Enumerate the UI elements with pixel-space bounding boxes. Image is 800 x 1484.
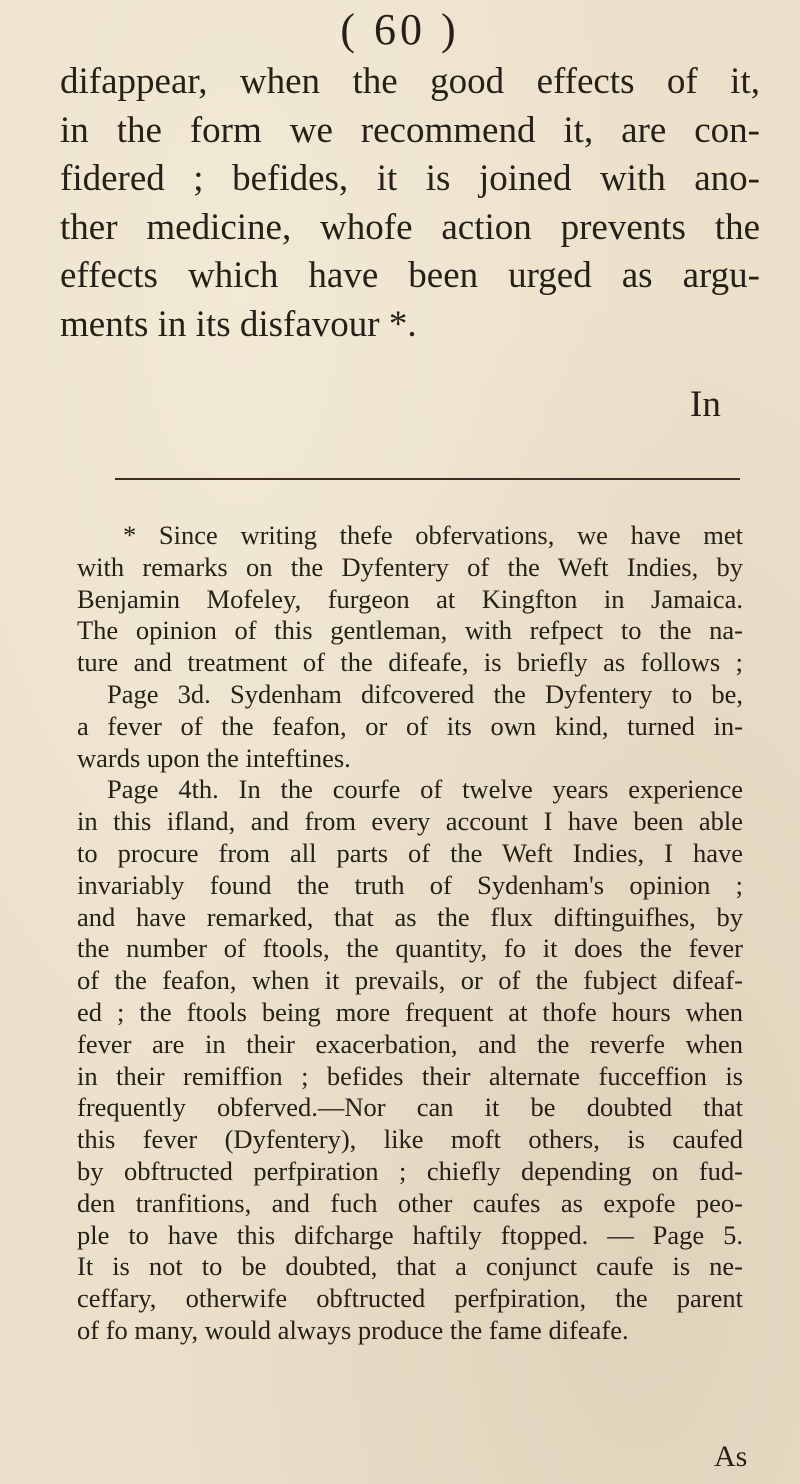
footnote-line: ture and treatment of the difeafe, is briefly as follows ;: [77, 647, 743, 678]
footnote-line: invariably found the truth of Sydenham's opinion ;: [77, 869, 743, 900]
footnote-line: ceffary, otherwife obftructed perfpiration, the parent: [77, 1283, 743, 1314]
footnote: [77, 520, 743, 1347]
catchword: In: [690, 384, 721, 425]
footnote-line: in their remiffion ; befides their alternate fucceffion is: [77, 1060, 743, 1091]
footnote-line: wards upon the inteftines.: [77, 742, 351, 773]
body-line: ments in its disfavour *.: [60, 303, 417, 345]
footnote-line: den tranfitions, and fuch other caufes as expofe peo-: [77, 1187, 743, 1218]
footnote-line: ple to have this difcharge haftily ftopped. — Page 5.: [77, 1219, 743, 1250]
footnote-line: and have remarked, that as the flux diftinguifhes, by: [77, 901, 743, 932]
footnote-line: The opinion of this gentleman, with refpect to the na-: [77, 615, 743, 646]
body-line: difappear, when the good effects of it,: [60, 61, 760, 102]
footnote-line: ed ; the ftools being more frequent at thofe hours when: [77, 996, 743, 1027]
footnote-line: frequently obferved.—Nor can it be doubted that: [77, 1092, 743, 1123]
footnote-line: Page 3d. Sydenham difcovered the Dyfentery to be,: [107, 678, 743, 709]
footnote-line: Page 4th. In the courfe of twelve years experience: [107, 774, 743, 805]
footnote-line: * Since writing thefe obfervations, we have met: [123, 520, 743, 550]
footnote-line: Benjamin Mofeley, furgeon at Kingfton in Jamaica.: [77, 583, 743, 614]
footnote-divider: [115, 478, 740, 480]
footnote-line: of the feafon, when it prevails, or of the fubject difeaf-: [77, 965, 743, 996]
footnote-catchword: As: [714, 1440, 748, 1473]
body-line: effects which have been urged as argu-: [60, 255, 760, 296]
body-line: fidered ; befides, it is joined with ano-: [60, 158, 760, 199]
footnote-line: a fever of the feafon, or of its own kind, turned in-: [77, 710, 743, 741]
footnote-line: fever are in their exacerbation, and the reverfe when: [77, 1028, 743, 1059]
footnote-line: to procure from all parts of the Weft Indies, I have: [77, 837, 743, 868]
footnote-line: by obftructed perfpiration ; chiefly depending on fud-: [77, 1155, 743, 1186]
footnote-line: with remarks on the Dyfentery of the Weft Indies, by: [77, 551, 743, 582]
body-line: in the form we recommend it, are con-: [60, 109, 760, 151]
footnote-line: of fo many, would always produce the fame difeafe.: [77, 1314, 629, 1345]
footnote-line: this fever (Dyfentery), like moft others, is caufed: [77, 1124, 743, 1155]
page-number: ( 60 ): [340, 5, 460, 54]
body-line: ther medicine, whofe action prevents the: [60, 206, 760, 248]
footnote-line: It is not to be doubted, that a conjunct caufe is ne-: [77, 1251, 743, 1282]
body-paragraph: [60, 58, 760, 349]
footnote-line: the number of ftools, the quantity, fo it does the fever: [77, 933, 743, 964]
footnote-line: in this ifland, and from every account I have been able: [77, 806, 743, 837]
